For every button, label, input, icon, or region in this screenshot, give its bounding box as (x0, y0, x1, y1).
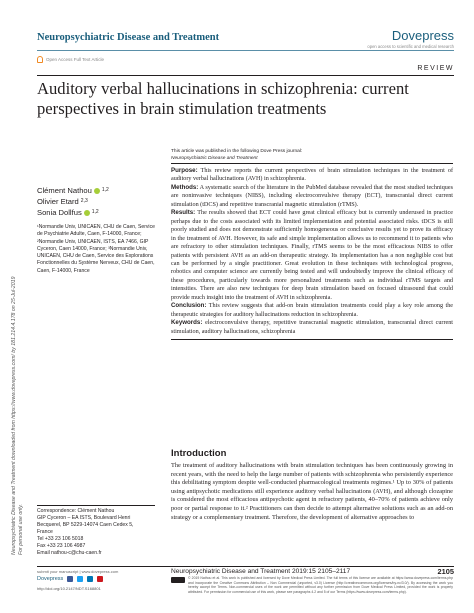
journal-name[interactable]: Neuropsychiatric Disease and Treatment (37, 32, 220, 43)
doi-link[interactable]: http://doi.org/10.2147/NDT.S168801 (37, 586, 101, 591)
abstract-top-rule (171, 163, 453, 164)
author[interactable]: Clément Nathou 1,2 (37, 186, 109, 195)
twitter-icon[interactable] (77, 576, 83, 582)
author-list (37, 185, 109, 218)
title-divider (37, 75, 454, 76)
facebook-icon[interactable] (67, 576, 73, 582)
open-access-lock-icon (37, 56, 43, 63)
license-text: © 2019 Nathou et al. This work is published and licensed by Dove Medical Press Limited. The full terms of this license are available at https://www.dovepress.com/terms.php and incorporate the Creative Commons Attribution – Non Commercial (unported, v3.0) License (http://creativecommons.org/licenses/by-nc/3.0/). By accessing the work you hereby accept the Terms. Non-commercial uses of the work are permitted without any further permission from Dove Medical Press Limited, provided the work is properly attributed. For permission for commercial use of this work, please see paragraphs 4.2 and 5 of our Terms (https://www.dovepress.com/terms.php). (188, 576, 453, 594)
publisher-tagline: open access to scientific and medical research (367, 44, 454, 49)
creative-commons-icon[interactable] (171, 577, 185, 583)
publisher-name: Dovepress (391, 28, 454, 43)
linkedin-icon[interactable] (87, 576, 93, 582)
header-divider (37, 50, 454, 51)
article-title: Auditory verbal hallucinations in schizophrenia: current perspectives in brain stimulation treatments (37, 79, 409, 118)
download-notice-line: Neuropsychiatric Disease and Treatment downloaded from https://www.dovepress.com/ by 181.214.4.178 on 25-Jul-2019 (11, 276, 17, 555)
abstract-bottom-rule (171, 339, 453, 340)
footer-brand[interactable]: Dovepress (37, 576, 64, 582)
correspondence: Correspondence: Clément Nathou GIP Cyceron – EA ISTS, Boulevard Henri Becquerel, BP 5229-14074 Caen Cedex 5, France Tel +33 23 106 5018 Fax +33 23 106 4987 Email nathou-c@chu-caen.fr (37, 505, 155, 557)
submit-link[interactable]: submit your manuscript | www.dovepress.com (37, 569, 119, 574)
footer-divider (37, 566, 454, 567)
open-access-label: Open Access Full Text Article (37, 56, 104, 63)
section-heading: Introduction (171, 448, 227, 459)
author[interactable]: Sonia Dollfus 1,2 (37, 208, 99, 217)
download-notice (5, 40, 33, 560)
email-link[interactable]: Email nathou-c@chu-caen.fr (37, 550, 102, 556)
introduction-body: The treatment of auditory hallucinations with brain stimulation techniques has been continuously growing in recent years, with the need to help the large number of patients with schizophrenia who persistently experience this debilitating symptom despite well-conducted pharmacological treatments regimes.¹ Up to 30% of patients using antipsychotic medications still experience auditory verbal hallucinations (AVH), and although clozapine is considered the most efficacious antipsychotic agent in refractory patients, 40–70% of patients achieve only poor or partial response to it.² Practitioners can then decide to attempt alternative solutions such as an add-on strategy or a complementary treatment. Therefore, the development of alternative approaches to (171, 462, 453, 521)
social-links (37, 576, 103, 582)
youtube-icon[interactable] (97, 576, 103, 582)
license (171, 576, 453, 594)
personal-use-notice: For personal use only. (18, 504, 24, 555)
publication-note: This article was published in the following Dove Press journal: Neuropsychiatric Disease and Treatment (171, 149, 303, 161)
affiliations: ¹Normandie Univ, UNICAEN, CHU de Caen, Service de Psychiatrie Adulte, Caen, F-14000, France; ²Normandie Univ, UNICAEN, ISTS, EA 7466, GIP Cyceron, Caen 14000, France; ³Normandie Univ, UNICAEN, CHU de Caen, Service des Explorations Fonctionnelles du Système Nerveux, CHU de Caen, Caen, F-14000, France (37, 224, 155, 274)
abstract: Purpose: This review reports the current perspectives of brain stimulation techniques in the treatment of auditory verbal hallucinations (AVH) in schizophrenia. Methods: A systematic search of the literature in the PubMed database revealed that the most studied techniques are noninvasive techniques (NIBS), including electroconvulsive therapy (ECT), transcranial direct current stimulation (tDCS) and repetitive transcranial magnetic stimulation (rTMS). Results: The results showed that ECT could have great clinical efficacy but is currently underused in practice perhaps due to the costs associated with its limited implementation and potential associated risks. tDCS is still poorly studied and does not demonstrate sufficiently homogeneous or conclusive results yet to prove its efficacy in the treatment of AVH. However, its safe and simple implementation allows us to recommend it to patients who are refractory to other stimulation techniques. Finally, rTMS seems to be the most efficacious NIBS to offer patients with persistent AVH as an add-on therapeutic strategy. Its implementation has a non negligible cost but can be performed by a single practitioner. Great evolution in these techniques with technological progress, robotics and computer science are currently being tested and will undoubtedly improve the clinical efficacy of these procedures, particularly towards more personalized treatments such as individual rTMS targets and intensities. There are also new techniques for deep brain stimulation based on focused ultrasound that could provide much insight into the treatment of AVH in schizophrenia. Conclusion: This review suggests that add-on brain stimulation treatments could play a key role among the therapeutic strategies for auditory hallucinations reduction in schizophrenia. Keywords: electroconvulsive therapy, repetitive transcranial magnetic stimulation, transcranial direct current stimulation, auditory hallucinations, schizophrenia (171, 163, 453, 340)
footer-journal-citation: Neuropsychiatric Disease and Treatment 2019:15 2105–2117 (171, 568, 351, 575)
orcid-icon[interactable] (84, 210, 90, 216)
orcid-icon[interactable] (94, 188, 100, 194)
article-type: REVIEW (417, 65, 454, 72)
publisher-logo[interactable] (367, 28, 454, 49)
author[interactable]: Olivier Etard 2,3 (37, 197, 88, 206)
page-number: 2105 (437, 567, 454, 576)
